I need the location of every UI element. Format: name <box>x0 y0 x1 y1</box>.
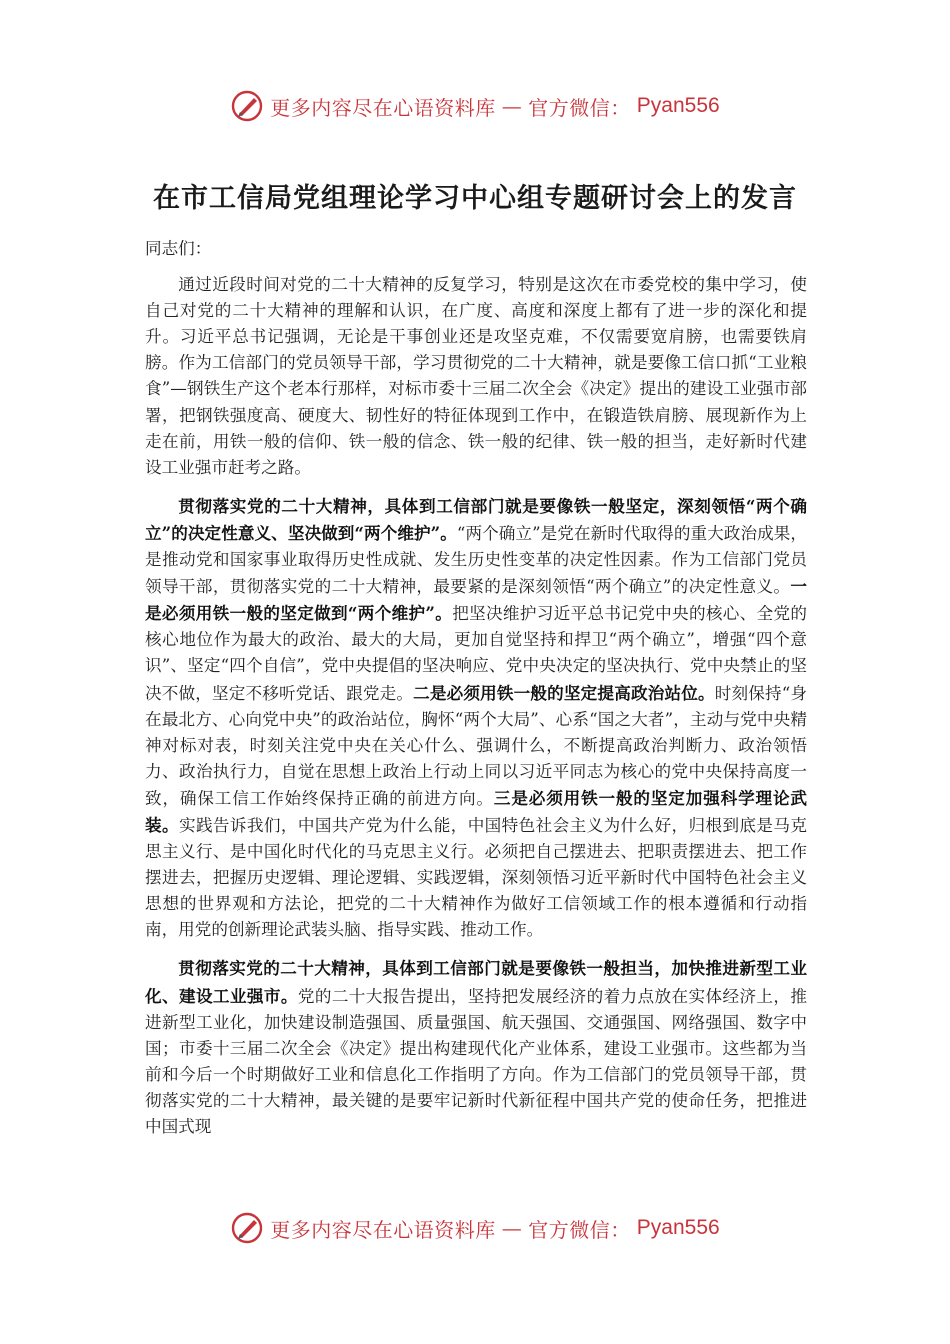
document-body <box>145 236 807 1152</box>
header-banner <box>0 86 950 126</box>
pen-logo-icon <box>230 1211 264 1245</box>
greeting: 同志们： <box>145 239 212 258</box>
paragraph-2-lead: 贯彻落实党的二十大精神，具体到工信部门就是要像铁一般坚定，深刻领悟“两个确立”的决定性意义、坚决做到“两个维护”。 <box>145 495 807 543</box>
paragraph-2 <box>145 493 807 944</box>
footer-banner <box>0 1208 950 1248</box>
banner-wechat-label: 官方微信： <box>528 1217 631 1242</box>
banner-wechat-id: Pyan556 <box>636 94 720 117</box>
banner-separator: — <box>501 1216 523 1240</box>
document-title: 在市工信局党组理论学习中心组专题研讨会上的发言 <box>153 183 797 214</box>
banner-wechat-label: 官方微信： <box>528 95 631 120</box>
paragraph-3-lead: 贯彻落实党的二十大精神，具体到工信部门就是要像铁一般担当，加快推进新型工业化、建设工业强市。 <box>145 958 807 1006</box>
paragraph-2-text: “两个确立”是党在新时代取得的重大政治成果，是推动党和国家事业取得历史性成就、发生历史性变革的决定性因素。作为工信部门党员领导干部，贯彻落实党的二十大精神，最要紧的是深刻领悟“两个确立”的决定性意义。 <box>145 523 808 597</box>
pen-logo-icon <box>230 89 264 123</box>
point-one-heading: 一是必须用铁一般的坚定做到“两个维护”。 <box>145 576 807 624</box>
point-three-heading: 三是必须用铁一般的坚定加强科学理论武装。 <box>145 787 808 835</box>
paragraph-1: 通过近段时间对党的二十大精神的反复学习，特别是这次在市委党校的集中学习，使自己对党的二十大精神的理解和认识，在广度、高度和深度上都有了进一步的深化和提升。习近平总书记强调，无论是干事创业还是攻坚克难，不仅需要宽肩膀，也需要铁肩膀。作为工信部门的党员领导干部，学习贯彻党的二十大精神，就是要像工信口抓“工业粮食”—钢铁生产这个老本行那样，对标市委十三届二次全会《决定》提出的建设工业强市部署，把钢铁强度高、硬度大、韧性好的特征体现到工作中，在锻造铁肩膀、展现新作为上走在前，用铁一般的信仰、铁一般的信念、铁一般的纪律、铁一般的担当，走好新时代建设工业强市赶考之路。 <box>145 275 807 477</box>
point-two-text: 时刻保持“身在最北方、心向党中央”的政治站位，胸怀“两个大局”、心系“国之大者”，主动与党中央精神对标对表，时刻关注党中央在关心什么、强调什么，不断提高政治判断力、政治领悟力、政治执行力，自觉在思想上政治上行动上同以习近平同志为核心的党中央保持高度一致，确保工信工作始终保持正确的前进方向。 <box>145 683 808 808</box>
point-two-heading: 二是必须用铁一般的坚定提高政治站位。 <box>413 682 715 703</box>
point-one-text: 把坚决维护习近平总书记党中央的核心、全党的核心地位作为最大的政治、最大的大局，更加自觉坚持和捍卫“两个确立”，增强“四个意识”、坚定“四个自信”，党中央提倡的坚决响应、党中央决定的坚决执行、党中央禁止的坚决不做，坚定不移听党话、跟党走。 <box>145 604 808 703</box>
paragraph-3 <box>145 955 807 1140</box>
banner-text: 更多内容尽在心语资料库 <box>270 95 496 120</box>
banner-separator: — <box>501 94 523 118</box>
banner-wechat-id: Pyan556 <box>636 1216 720 1239</box>
paragraph-3-text: 党的二十大报告提出，坚持把发展经济的着力点放在实体经济上，推进新型工业化，加快建设制造强国、质量强国、航天强国、交通强国、网络强国、数字中国；市委十三届二次全会《决定》提出构建现代化产业体系，建设工业强市。这些都为当前和今后一个时期做好工业和信息化工作指明了方向。作为工信部门的党员领导干部，贯彻落实党的二十大精神，最关键的是要牢记新时代新征程中国共产党的使命任务，把推进中国式现 <box>145 986 807 1136</box>
banner-text: 更多内容尽在心语资料库 <box>270 1217 496 1242</box>
point-three-text: 实践告诉我们，中国共产党为什么能，中国特色社会主义为什么好，归根到底是马克思主义行、是中国化时代化的马克思主义行。必须把自己摆进去、把职责摆进去、把工作摆进去，把握历史逻辑、理论逻辑、实践逻辑，深刻领悟习近平新时代中国特色社会主义思想的世界观和方法论，把党的二十大精神作为做好工信领域工作的根本遵循和行动指南，用党的创新理论武装头脑、指导实践、推动工作。 <box>145 815 807 940</box>
